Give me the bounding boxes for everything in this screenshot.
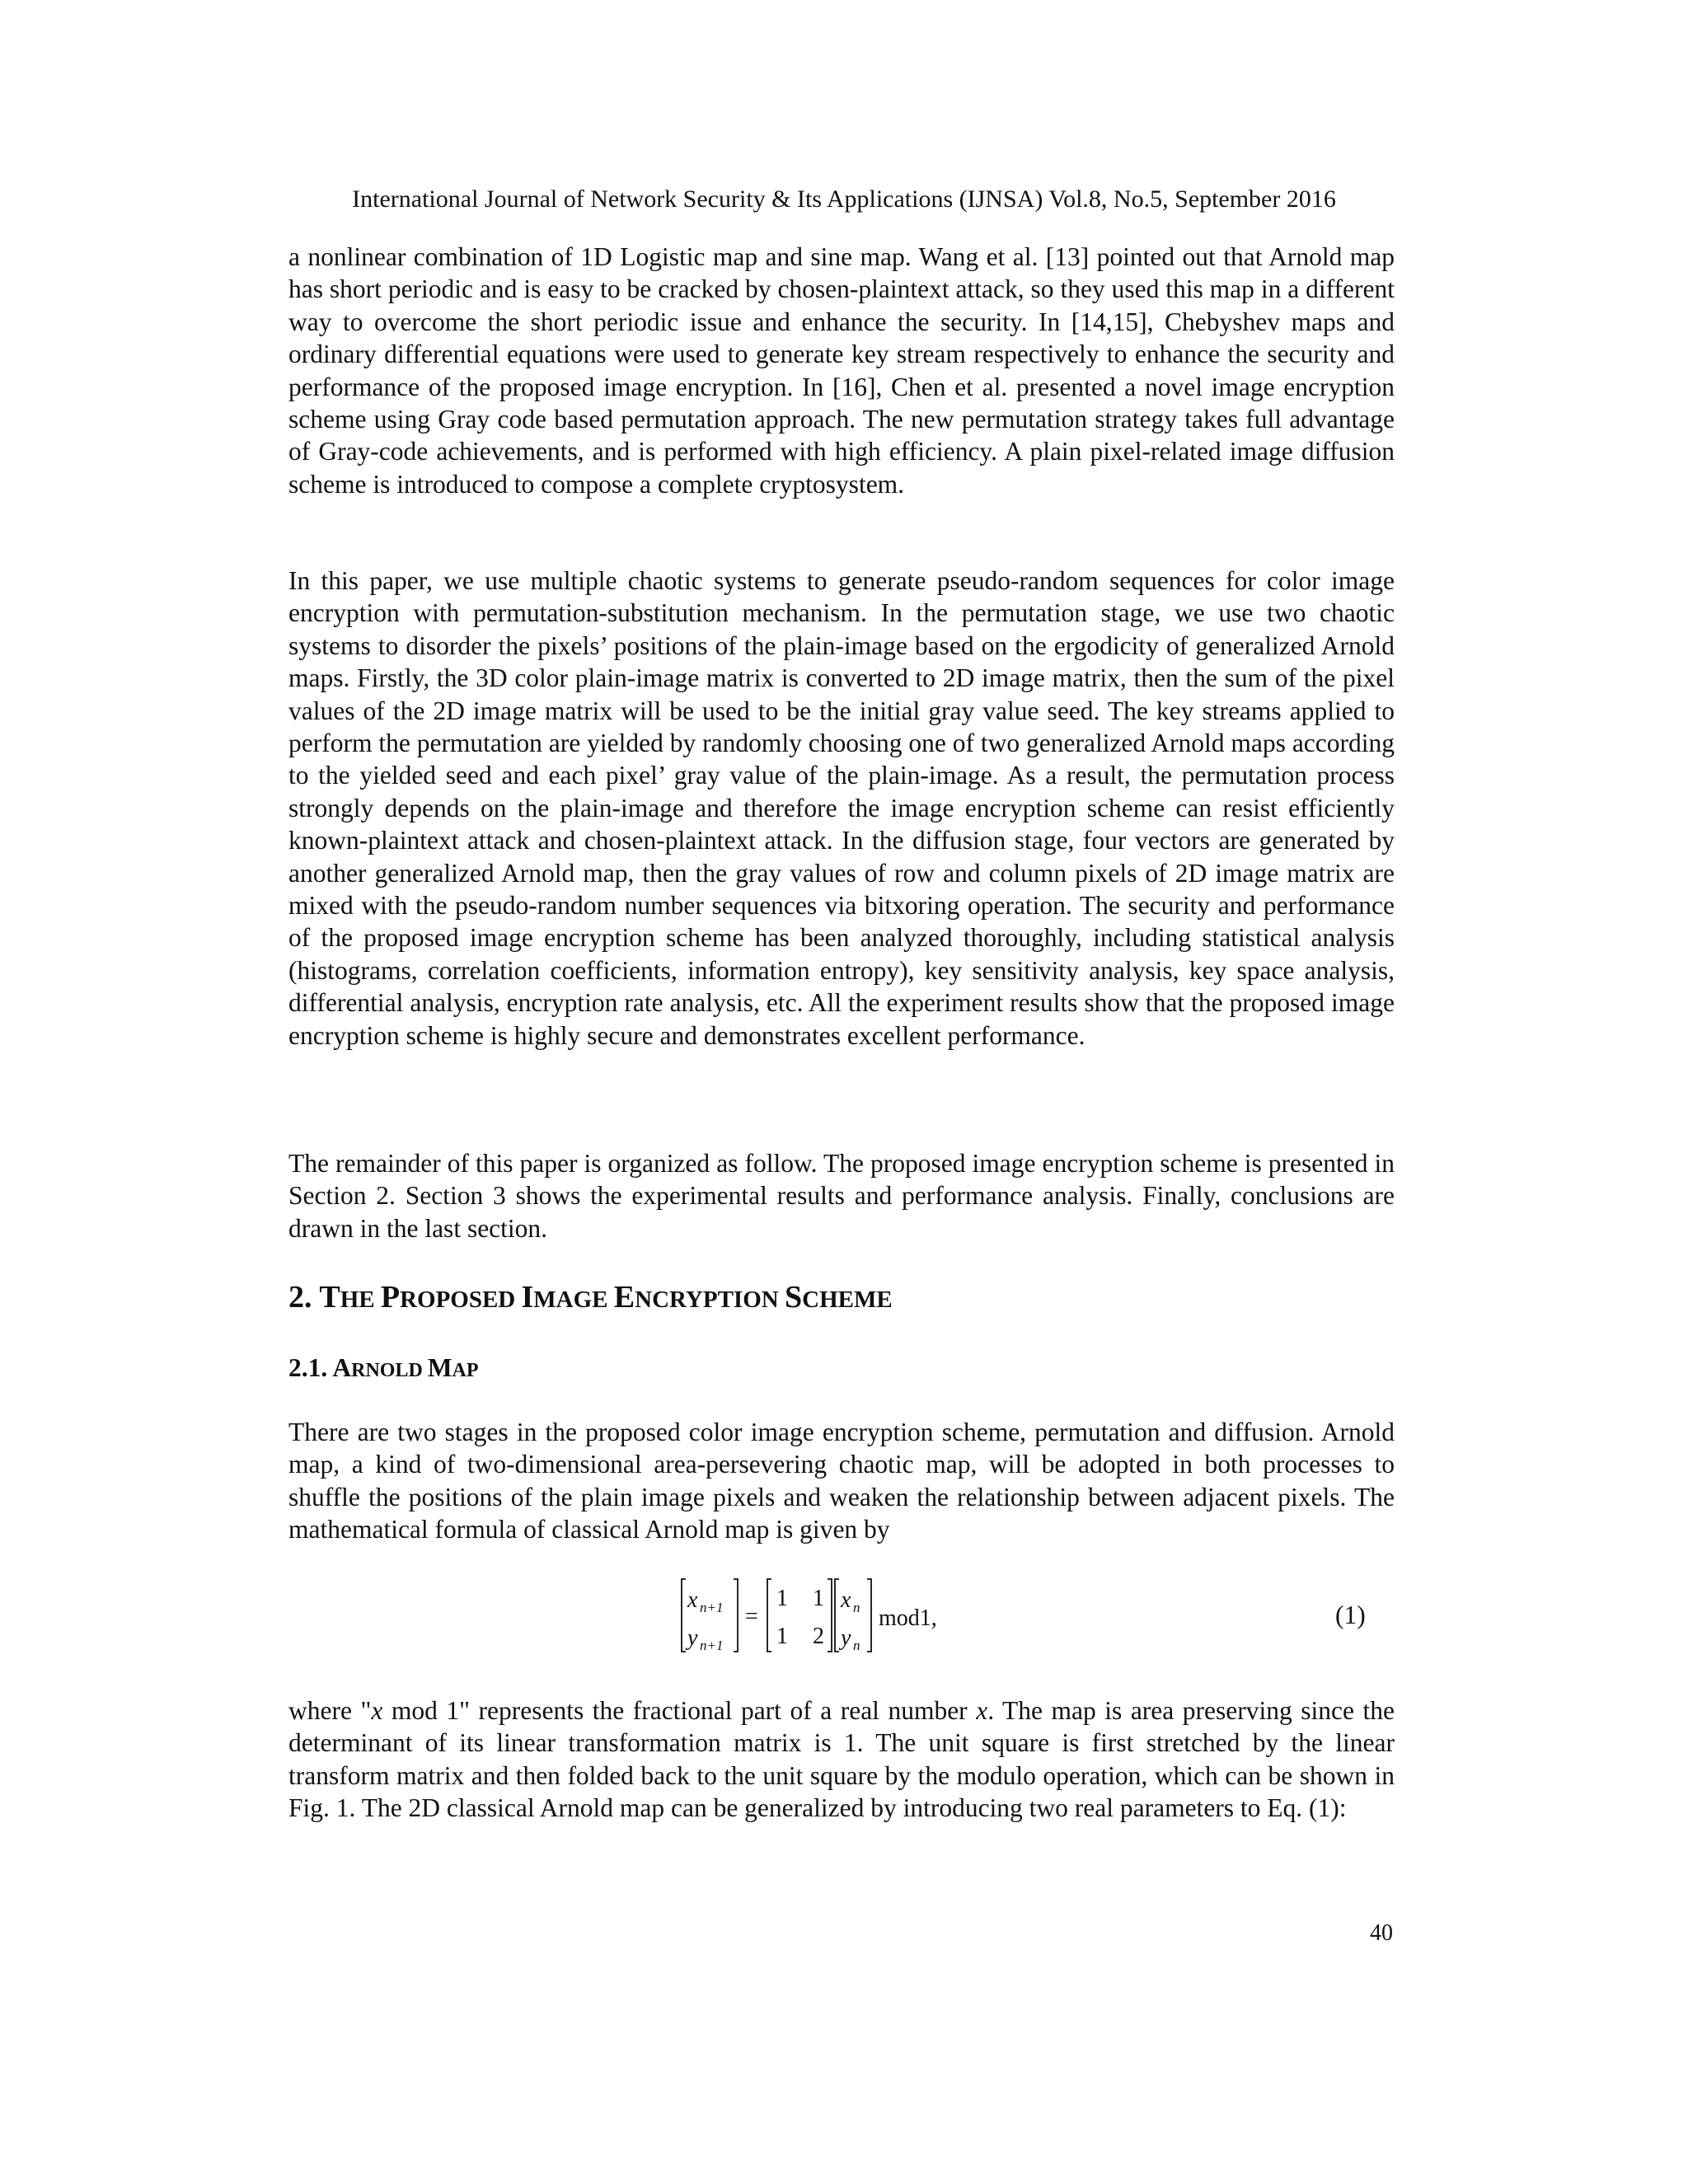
p5-rest: . The map is area preserving since the determinant of its linear transformation matrix is 1. The unit square is first stretched by the linear transform matrix and then folded back to the unit square by the modulo operation, which can be shown in Fig. 1. The 2D classical Arnold map can be generalized by introducing two real parameters to Eq. (1): bbox=[288, 1696, 1395, 1823]
section-number: 2. bbox=[288, 1280, 320, 1315]
heading-word-initial: S bbox=[784, 1280, 803, 1315]
p5-lead: where " bbox=[288, 1696, 372, 1725]
section-heading bbox=[288, 1279, 893, 1318]
eq-rhs-top: x bbox=[841, 1587, 851, 1613]
eq-mod-suffix: mod1, bbox=[879, 1605, 937, 1631]
heading-word-initial: I bbox=[521, 1280, 534, 1315]
heading-word-rest: NCRYPTION bbox=[635, 1286, 785, 1313]
p5-mid: mod 1" represents the fractional part of a real number bbox=[382, 1696, 977, 1725]
equation-1 bbox=[681, 1576, 1010, 1655]
heading-word-initial: P bbox=[380, 1280, 401, 1315]
heading-word-initial: A bbox=[332, 1353, 352, 1382]
heading-word-initial: M bbox=[427, 1353, 452, 1382]
subsection-title bbox=[332, 1353, 478, 1382]
eq-m22: 2 bbox=[813, 1624, 824, 1649]
heading-word-rest: MAGE bbox=[533, 1286, 614, 1313]
heading-word-rest: ROPOSED bbox=[400, 1286, 522, 1313]
p5-var-x1: x bbox=[371, 1696, 383, 1725]
heading-word-rest: CHEME bbox=[802, 1286, 893, 1313]
subsection-number: 2.1. bbox=[288, 1353, 333, 1382]
paragraph-intro-continued: a nonlinear combination of 1D Logistic map and sine map. Wang et al. [13] pointed out that Arnold map has short periodic and is easy to be cracked by chosen-plaintext attack, so they used this map in a different way to overcome the short periodic issue and enhance the security. In [14,15], Chebyshev maps and ordinary differential equations were used to generate key stream respectively to enhance the security and performance of the proposed image encryption. In [16], Chen et al. presented a novel image encryption scheme using Gray code based permutation approach. The new permutation strategy takes full advantage of Gray-code achievements, and is performed with high efficiency. A plain pixel-related image diffusion scheme is introduced to compose a complete cryptosystem. bbox=[288, 242, 1395, 499]
section-title bbox=[319, 1280, 892, 1315]
paragraph-mod-explanation bbox=[288, 1694, 1395, 1825]
paragraph-this-paper: In this paper, we use multiple chaotic systems to generate pseudo-random sequences for color image encryption with permutation-substitution mechanism. In the permutation stage, we use two chaotic systems to disorder the pixels’ positions of the plain-image based on the ergodicity of generalized Arnold maps. Firstly, the 3D color plain-image matrix is converted to 2D image matrix, then the sum of the pixel values of the 2D image matrix will be used to be the initial gray value seed. The key streams applied to perform the permutation are yielded by randomly choosing one of two generalized Arnold maps according to the yielded seed and each pixel’ gray value of the plain-image. As a result, the permutation process strongly depends on the plain-image and therefore the image encryption scheme can resist efficiently known-plaintext attack and chosen-plaintext attack. In the diffusion stage, four vectors are generated by another generalized Arnold map, then the gray values of row and column pixels of 2D image matrix are mixed with the pseudo-random number sequences via bitxoring operation. The security and performance of the proposed image encryption scheme has been analyzed thoroughly, including statistical analysis (histograms, correlation coefficients, information entropy), key sensitivity analysis, key space analysis, differential analysis, encryption rate analysis, etc. All the experiment results show that the proposed image encryption scheme is highly secure and demonstrates excellent performance. bbox=[288, 566, 1395, 1050]
eq-equals: = bbox=[745, 1604, 758, 1629]
eq-m11: 1 bbox=[776, 1586, 788, 1611]
subsection-heading bbox=[288, 1352, 479, 1387]
equation-number: (1) bbox=[1335, 1601, 1366, 1629]
paragraph-arnold-intro: There are two stages in the proposed color image encryption scheme, permutation and diffusion. Arnold map, a kind of two-dimensional area-persevering chaotic map, will be adopted in both processes to shuffle the positions of the plain image pixels and weaken the relationship between adjacent pixels. The mathematical formula of classical Arnold map is given by bbox=[288, 1418, 1395, 1544]
heading-word-initial: E bbox=[613, 1280, 635, 1315]
eq-m12: 1 bbox=[813, 1586, 824, 1611]
eq-rhs-bottom-sub: n bbox=[853, 1638, 860, 1653]
page-number: 40 bbox=[1370, 1920, 1393, 1946]
running-header: International Journal of Network Security & Its Applications (IJNSA) Vol.8, No.5, September 2016 bbox=[352, 185, 1336, 213]
paragraph-organization: The remainder of this paper is organized as follow. The proposed image encryption scheme is presented in Section 2. Section 3 shows the experimental results and performance analysis. Finally, conclusions are drawn in the last section. bbox=[288, 1149, 1395, 1243]
eq-lhs-top: x bbox=[687, 1587, 698, 1613]
heading-word-initial: T bbox=[319, 1280, 340, 1315]
eq-lhs-bottom: y bbox=[687, 1625, 698, 1651]
heading-word-rest: RNOLD bbox=[351, 1360, 428, 1381]
eq-rhs-bottom: y bbox=[841, 1625, 851, 1651]
heading-word-rest: AP bbox=[452, 1360, 479, 1381]
heading-word-rest: HE bbox=[340, 1286, 381, 1313]
eq-rhs-top-sub: n bbox=[853, 1600, 860, 1615]
eq-lhs-bottom-sub: n+1 bbox=[700, 1638, 724, 1653]
eq-lhs-top-sub: n+1 bbox=[700, 1600, 724, 1615]
p5-var-x2: x bbox=[976, 1696, 988, 1725]
eq-m21: 1 bbox=[776, 1624, 788, 1649]
